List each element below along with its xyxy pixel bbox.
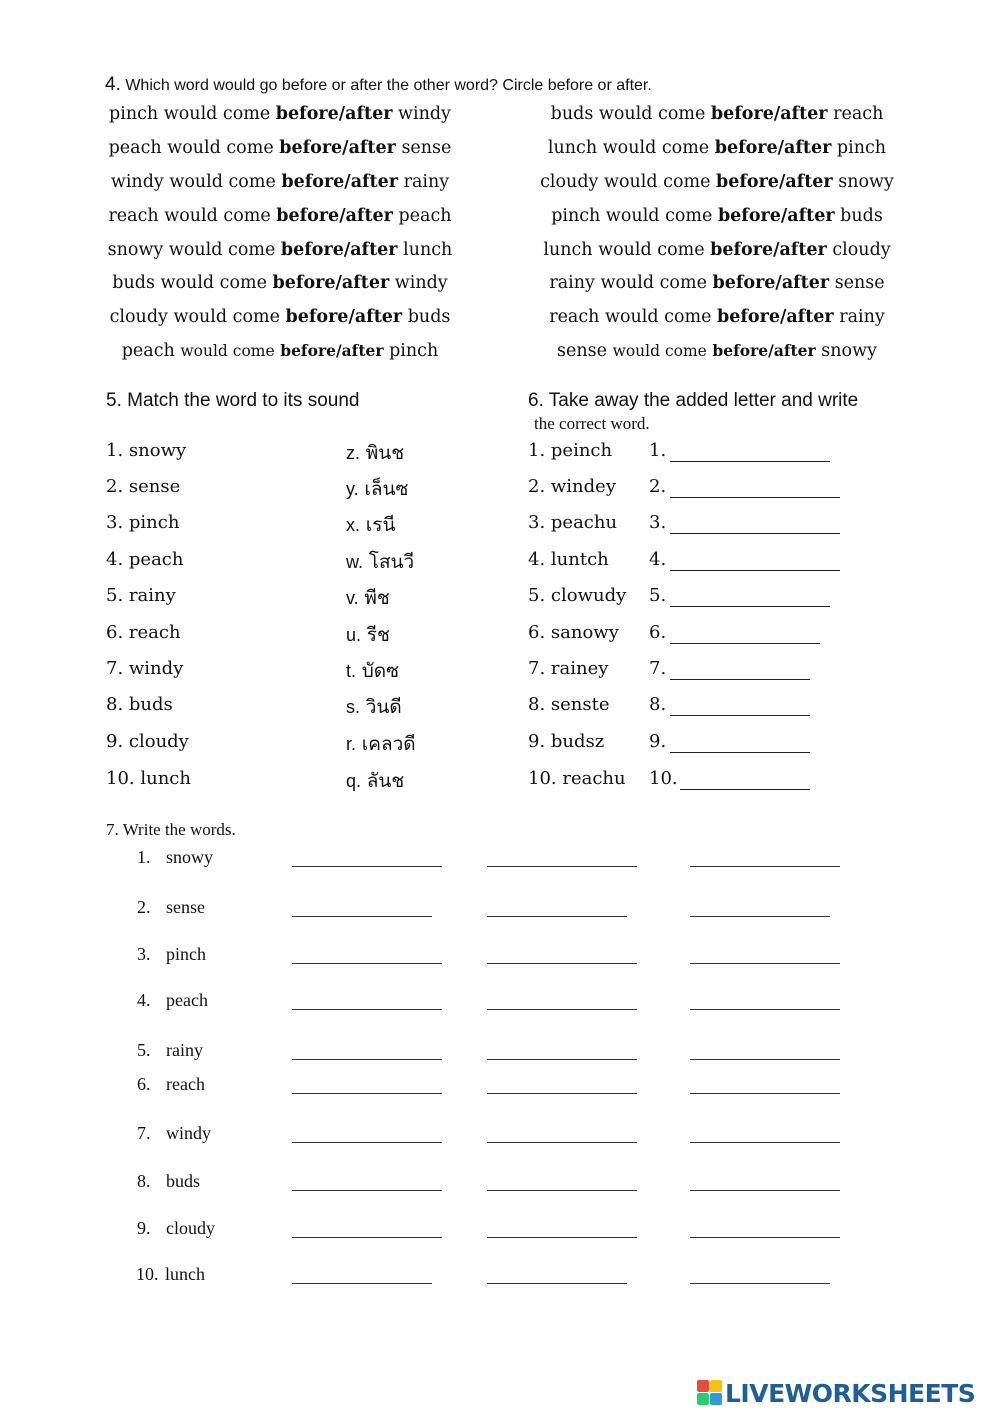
answer-number: 2. (649, 476, 667, 497)
word-a: buds (112, 273, 155, 293)
write-item-word: cloudy (166, 1218, 215, 1238)
sound-thai: พีช (364, 588, 390, 609)
answer-blank[interactable] (670, 643, 820, 644)
sound-thai: โสนวี (368, 552, 415, 573)
word-b: sense (401, 138, 452, 158)
answer-number: 7. (649, 658, 667, 679)
before-after-row (70, 307, 490, 327)
word-b: rainy (839, 307, 885, 327)
write-item-word: lunch (165, 1264, 205, 1284)
sound-letter: u. (346, 625, 362, 645)
before-after-row (70, 240, 490, 260)
sound-letter: v. (346, 588, 359, 608)
sound-letter: t. (346, 661, 357, 681)
before-after-choice[interactable]: before/after (710, 104, 828, 124)
write-item-word: sense (166, 897, 205, 917)
write-blank[interactable] (690, 1190, 840, 1191)
write-item-number: 7. (137, 1123, 151, 1143)
would-come-text: would come (169, 172, 276, 192)
word-a: cloudy (109, 307, 168, 327)
match-word: 3. pinch (106, 512, 180, 533)
write-blank[interactable] (487, 866, 637, 867)
would-come-text: would come (164, 206, 271, 226)
would-come-text: would come (163, 104, 271, 124)
logo-text: LIVEWORKSHEETS (725, 1378, 976, 1408)
word-b: sense (834, 273, 885, 293)
answer-blank[interactable] (670, 715, 810, 716)
misspelled-word: 9. budsz (528, 731, 605, 752)
word-a: lunch (543, 240, 593, 260)
would-come-text: would come (604, 172, 711, 192)
before-after-choice[interactable]: before/after (276, 206, 393, 226)
write-blank[interactable] (487, 1237, 637, 1238)
word-b: windy (398, 104, 451, 124)
word-a: lunch (547, 138, 598, 158)
sound-thai: วินดี (365, 697, 402, 718)
write-blank[interactable] (690, 1142, 840, 1143)
misspelled-word: 4. luntch (528, 549, 609, 570)
write-blank[interactable] (292, 1059, 442, 1060)
match-word: 5. rainy (106, 585, 176, 606)
sound-letter: y. (346, 479, 359, 499)
word-a: cloudy (540, 172, 599, 192)
write-item-word: snowy (166, 847, 214, 867)
write-blank[interactable] (292, 1190, 442, 1191)
match-word: 10. lunch (106, 768, 191, 789)
answer-blank[interactable] (670, 497, 840, 498)
write-item-number: 9. (137, 1218, 151, 1238)
before-after-row (507, 172, 927, 192)
word-b: lunch (403, 240, 453, 260)
match-word: 2. sense (106, 476, 181, 497)
write-blank[interactable] (292, 916, 432, 917)
write-blank[interactable] (690, 963, 840, 964)
write-blank[interactable] (690, 1093, 840, 1094)
write-blank[interactable] (487, 916, 627, 917)
misspelled-word: 7. rainey (528, 658, 609, 679)
word-a: pinch (551, 206, 601, 226)
match-word: 7. windy (106, 658, 184, 679)
write-blank[interactable] (292, 963, 442, 964)
write-blank[interactable] (690, 866, 840, 867)
write-item-word: peach (166, 990, 208, 1010)
match-word: 1. snowy (106, 440, 187, 461)
before-after-choice[interactable]: before/after (712, 273, 830, 293)
misspelled-word: 10. reachu (528, 768, 626, 789)
would-come-text: would come (598, 104, 706, 124)
before-after-choice[interactable]: before/after (279, 138, 396, 158)
write-item-number: 4. (137, 990, 151, 1010)
write-item-number: 6. (137, 1074, 151, 1094)
before-after-choice[interactable]: before/after (717, 206, 835, 226)
write-item-word: windy (166, 1123, 211, 1143)
answer-number: 1. (649, 440, 667, 461)
word-a: pinch (109, 104, 159, 124)
match-sound[interactable] (346, 583, 390, 613)
before-after-row (70, 172, 490, 192)
match-sound[interactable] (346, 766, 404, 796)
misspelled-word: 8. senste (528, 694, 610, 715)
write-blank[interactable] (487, 1093, 637, 1094)
write-item-number: 5. (137, 1040, 151, 1060)
write-item-number: 10. (136, 1264, 159, 1284)
write-item-word: rainy (166, 1040, 203, 1060)
word-a: snowy (107, 240, 164, 260)
answer-number: 10. (649, 768, 678, 789)
before-after-choice[interactable]: before/after (285, 307, 403, 327)
would-come-text: would come (173, 307, 280, 327)
before-after-row (70, 341, 490, 361)
match-sound[interactable] (346, 692, 402, 722)
before-after-row (507, 341, 927, 361)
match-word: 8. buds (106, 694, 173, 715)
before-after-choice[interactable]: before/after (717, 307, 834, 327)
before-after-choice[interactable]: before/after (716, 172, 833, 192)
misspelled-word: 5. clowudy (528, 585, 627, 606)
sound-letter: w. (346, 552, 364, 572)
answer-number: 3. (649, 512, 667, 533)
sound-thai: เคลวดี (361, 734, 416, 755)
write-blank[interactable] (487, 1190, 637, 1191)
answer-number: 5. (649, 585, 667, 606)
section-4-number: 4. (105, 74, 121, 95)
answer-blank[interactable] (670, 752, 810, 753)
match-sound[interactable] (346, 474, 408, 504)
liveworksheets-logo (697, 1378, 975, 1408)
word-b: rainy (403, 172, 450, 192)
word-b: reach (833, 104, 884, 124)
before-after-row (70, 138, 490, 158)
word-a: rainy (549, 273, 595, 293)
write-blank[interactable] (690, 1283, 830, 1284)
word-b: pinch (836, 138, 887, 158)
before-after-choice[interactable]: before/after (712, 341, 816, 360)
sound-letter: x. (346, 515, 361, 535)
would-come-text: would come (160, 273, 267, 293)
write-item-word: pinch (166, 944, 206, 964)
before-after-choice[interactable]: before/after (281, 172, 398, 192)
write-blank[interactable] (292, 1009, 442, 1010)
match-word: 6. reach (106, 622, 181, 643)
write-blank[interactable] (690, 1059, 840, 1060)
write-blank[interactable] (487, 1059, 637, 1060)
sound-letter: q. (346, 771, 362, 791)
answer-blank[interactable] (670, 570, 840, 571)
before-after-row (507, 104, 927, 124)
word-b: snowy (821, 341, 877, 361)
word-a: sense (557, 341, 607, 361)
word-b: pinch (389, 341, 439, 361)
answer-blank[interactable] (670, 679, 810, 680)
answer-number: 8. (649, 694, 667, 715)
sound-thai: ลันช (366, 771, 405, 792)
sound-letter: z. (346, 443, 361, 463)
word-a: reach (549, 307, 600, 327)
misspelled-word: 3. peachu (528, 512, 618, 533)
section-5-title: 5. Match the word to its sound (106, 390, 360, 411)
would-come-text: would come (598, 240, 705, 260)
answer-number: 4. (649, 549, 667, 570)
match-sound[interactable] (346, 620, 390, 650)
sound-thai: บัดซ (361, 661, 400, 682)
word-a: peach (108, 138, 162, 158)
sound-letter: s. (346, 697, 361, 717)
misspelled-word: 2. windey (528, 476, 616, 497)
misspelled-word: 6. sanowy (528, 622, 619, 643)
sound-thai: เล็นซ (364, 479, 409, 500)
would-come-text: would come (168, 240, 276, 260)
before-after-row (507, 307, 927, 327)
section-4-instruction-text: Which word would go before or after the other word? Circle before or after. (125, 77, 652, 94)
word-b: snowy (838, 172, 894, 192)
answer-blank[interactable] (680, 789, 810, 790)
section-6-title: 6. Take away the added letter and write (528, 390, 859, 411)
would-come-text: would come (600, 273, 707, 293)
before-after-choice[interactable]: before/after (275, 104, 393, 124)
write-item-number: 8. (137, 1171, 151, 1191)
before-after-choice[interactable]: before/after (714, 138, 832, 158)
would-come-text: would come (605, 206, 713, 226)
match-sound[interactable] (346, 438, 404, 468)
answer-blank[interactable] (670, 533, 840, 534)
before-after-choice[interactable]: before/after (272, 273, 390, 293)
sound-thai: รีช (366, 625, 390, 646)
sound-letter: r. (346, 734, 357, 754)
before-after-row (507, 206, 927, 226)
write-blank[interactable] (487, 963, 637, 964)
write-item-word: reach (166, 1074, 205, 1094)
write-item-number: 2. (137, 897, 151, 917)
word-a: buds (550, 104, 594, 124)
match-sound[interactable] (346, 510, 395, 540)
word-b: peach (398, 206, 452, 226)
before-after-row (70, 104, 490, 124)
word-b: windy (394, 273, 448, 293)
would-come-text: would come (602, 138, 710, 158)
answer-blank[interactable] (670, 606, 830, 607)
before-after-choice[interactable]: before/after (710, 240, 827, 260)
answer-number: 6. (649, 622, 667, 643)
would-come-text: would come (612, 342, 707, 360)
before-after-row (70, 206, 490, 226)
before-after-choice[interactable]: before/after (280, 341, 384, 360)
section-6-subtitle: the correct word. (534, 414, 650, 433)
before-after-row (507, 273, 927, 293)
before-after-choice[interactable]: before/after (280, 240, 398, 260)
write-blank[interactable] (292, 1093, 442, 1094)
write-blank[interactable] (690, 916, 830, 917)
sound-thai: เรนี (365, 515, 396, 536)
write-blank[interactable] (292, 1142, 442, 1143)
write-blank[interactable] (487, 1142, 637, 1143)
liveworksheets-logo-icon (697, 1380, 723, 1406)
word-a: windy (110, 172, 164, 192)
word-b: cloudy (832, 240, 891, 260)
word-b: buds (407, 307, 451, 327)
write-blank[interactable] (690, 1009, 840, 1010)
sound-thai: พินช (365, 443, 405, 464)
word-a: peach (121, 341, 175, 361)
match-word: 4. peach (106, 549, 184, 570)
before-after-row (507, 240, 927, 260)
answer-number: 9. (649, 731, 667, 752)
match-sound[interactable] (346, 547, 414, 577)
match-sound[interactable] (346, 656, 399, 686)
match-word: 9. cloudy (106, 731, 189, 752)
would-come-text: would come (167, 138, 274, 158)
would-come-text: would come (180, 342, 275, 360)
write-item-number: 1. (137, 847, 151, 867)
answer-blank[interactable] (670, 461, 830, 462)
word-a: reach (108, 206, 159, 226)
write-blank[interactable] (487, 1283, 627, 1284)
before-after-row (507, 138, 927, 158)
before-after-row (70, 273, 490, 293)
misspelled-word: 1. peinch (528, 440, 613, 461)
section-4-instruction (105, 74, 652, 96)
section-7-title: 7. Write the words. (106, 820, 236, 839)
write-item-word: buds (166, 1171, 201, 1191)
write-item-number: 3. (137, 944, 151, 964)
write-blank[interactable] (690, 1237, 840, 1238)
would-come-text: would come (605, 307, 712, 327)
write-blank[interactable] (487, 1009, 637, 1010)
write-blank[interactable] (292, 1237, 442, 1238)
match-sound[interactable] (346, 729, 416, 759)
word-b: buds (840, 206, 883, 226)
write-blank[interactable] (292, 1283, 432, 1284)
write-blank[interactable] (292, 866, 442, 867)
